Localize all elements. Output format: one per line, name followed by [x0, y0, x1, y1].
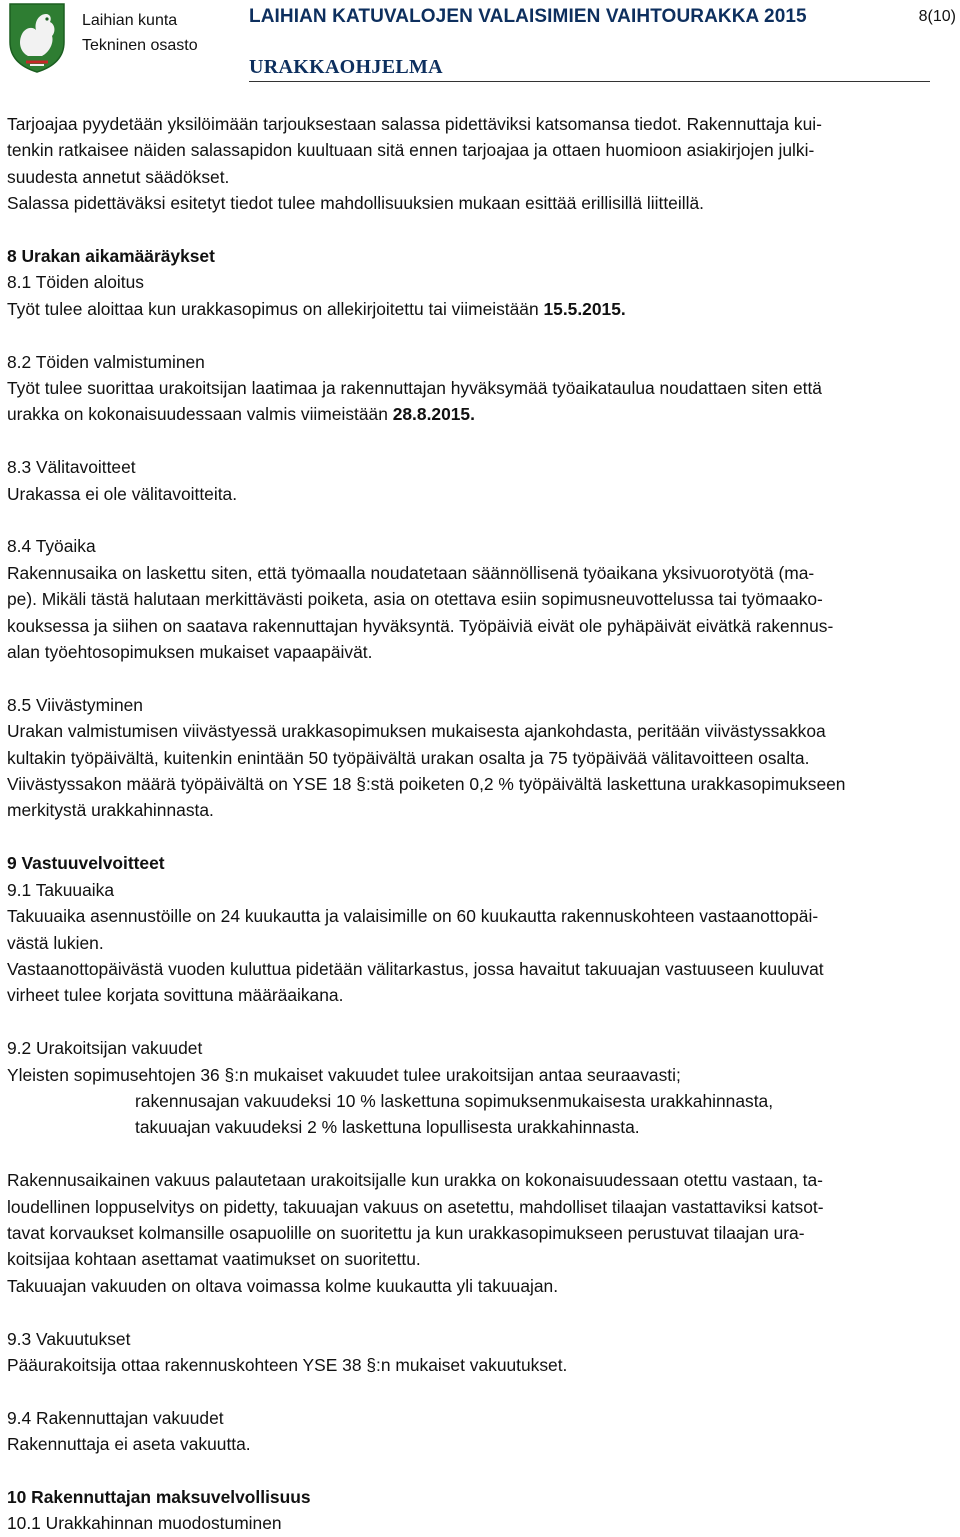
document-subtitle: URAKKAOHJELMA [249, 56, 443, 78]
text-line: Rakennuttaja ei aseta vakuutta. [7, 1434, 251, 1455]
text-line: Salassa pidettäväksi esitetyt tiedot tulee mahdollisuuksien mukaan esittää erillisillä liitteillä. [7, 193, 704, 214]
section-heading: 9 Vastuuvelvoitteet [7, 853, 165, 874]
org-name: Laihian kunta [82, 12, 178, 29]
text-line: Vastaanottopäivästä vuoden kuluttua pidetään välitarkastus, jossa havaitut takuuajan vastuuseen kuuluvat [7, 958, 824, 979]
text-line: Takuuajan vakuuden on oltava voimassa kolme kuukautta yli takuuajan. [7, 1275, 559, 1296]
organization [82, 8, 198, 58]
text-line: tavat korvaukset kolmansille osapuolille on suoritettu ja kun urakkasopimukseen perustuvat tilaajan ura- [7, 1222, 805, 1243]
text-line: kultakin työpäivältä, kuitenkin enintään 50 työpäivältä urakan osalta ja 75 työpäivää välitavoitteen osalta. [7, 747, 810, 768]
page-number: 8(10) [918, 8, 956, 25]
text-line: Urakan valmistumisen viivästyessä urakkasopimuksen mukaisesta ajankohdasta, peritään viivästyssakkoa [7, 721, 826, 742]
text-line: Takuuaika asennustöille on 24 kuukautta ja valaisimille on 60 kuukautta rakennuskohteen vastaanottopäi- [7, 906, 819, 927]
text-line: suudesta annetut säädökset. [7, 166, 230, 187]
text-line: virheet tulee korjata sovittuna määräaikana. [7, 985, 344, 1006]
text-line: Rakennusaikainen vakuus palautetaan urakoitsijalle kun urakka on kokonaisuudessaan otettu vastaan, ta- [7, 1170, 823, 1191]
text-line: koitsijaa kohtaan asettamat vaatimukset on suoritettu. [7, 1249, 421, 1270]
list-item: rakennusajan vakuudeksi 10 % laskettuna sopimuksenmukaisesta urakkahinnasta, [135, 1090, 774, 1111]
subsection-heading: 8.5 Viivästyminen [7, 694, 143, 715]
page-header [0, 0, 960, 84]
text-line: urakka on kokonaisuudessaan valmis viimeistään 28.8.2015. [7, 404, 475, 425]
text-line: Rakennusaika on laskettu siten, että työmaalla noudatetaan säännöllisenä työaikana yksivuorotyötä (ma- [7, 562, 815, 583]
subsection-heading: 8.2 Töiden valmistuminen [7, 351, 205, 372]
subsection-heading: 9.4 Rakennuttajan vakuudet [7, 1407, 224, 1428]
subsection-heading: 9.1 Takuuaika [7, 879, 115, 900]
text-line: Yleisten sopimusehtojen 36 §:n mukaiset vakuudet tulee urakoitsijan antaa seuraavasti; [7, 1064, 681, 1085]
text-line: Työt tulee suorittaa urakoitsijan laatimaa ja rakennuttajan hyväksymää työaikataulua noudattaen siten että [7, 378, 822, 399]
text-line: merkitystä urakkahinnasta. [7, 800, 214, 821]
text-line: tenkin ratkaisee näiden salassapidon kuultuaan sitä ennen tarjoajaa ja ottaen huomioon asiakirjojen julki- [7, 140, 815, 161]
squirrel-crest-icon [6, 2, 68, 74]
subsection-heading: 8.1 Töiden aloitus [7, 272, 144, 293]
text-line: alan työehtosopimuksen mukaiset vapaapäivät. [7, 642, 373, 663]
document-body [7, 111, 957, 1537]
section-heading: 10 Rakennuttajan maksuvelvollisuus [7, 1486, 311, 1507]
text-line: västä lukien. [7, 932, 104, 953]
text-line: loudellinen loppuselvitys on pidetty, takuuajan vakuus on asetettu, mahdolliset tilaajan vastattaviksi katsot- [7, 1196, 824, 1217]
completion-date: 28.8.2015. [392, 404, 475, 425]
text-line: Viivästyssakon määrä työpäivältä on YSE 18 §:stä poiketen 0,2 % työpäivältä laskettuna urakkasopimukseen [7, 774, 846, 795]
text-line: Työt tulee aloittaa kun urakkasopimus on allekirjoitettu tai viimeistään 15.5.2015. [7, 298, 626, 319]
text-line: pe). Mikäli tästä halutaan merkittävästi poiketa, asia on otettava esiin sopimusneuvottelussa tai työmaako- [7, 589, 823, 610]
text-line: Pääurakoitsija ottaa rakennuskohteen YSE 38 §:n mukaiset vakuutukset. [7, 1354, 568, 1375]
start-date: 15.5.2015. [543, 298, 626, 319]
header-rule [249, 81, 930, 82]
document-title: LAIHIAN KATUVALOJEN VALAISIMIEN VAIHTOURAKKA 2015 [249, 6, 807, 27]
subsection-heading: 10.1 Urakkahinnan muodostuminen [7, 1513, 282, 1534]
subsection-heading: 9.2 Urakoitsijan vakuudet [7, 1038, 203, 1059]
text-line: kouksessa ja siihen on saatava rakennuttajan hyväksyntä. Työpäiviä eivät ole pyhäpäivät eivätkä rakennus- [7, 615, 834, 636]
section-heading: 8 Urakan aikamääräykset [7, 246, 215, 267]
text-line: Tarjoajaa pyydetään yksilöimään tarjouksestaan salassa pidettäviksi katsomansa tiedot. Rakennuttaja kui- [7, 114, 822, 134]
text-line: Urakassa ei ole välitavoitteita. [7, 483, 238, 504]
subsection-heading: 9.3 Vakuutukset [7, 1328, 131, 1349]
list-item: takuuajan vakuudeksi 2 % laskettuna lopullisesta urakkahinnasta. [135, 1117, 640, 1138]
subsection-heading: 8.3 Välitavoitteet [7, 457, 136, 478]
org-department: Tekninen osasto [82, 37, 198, 54]
subsection-heading: 8.4 Työaika [7, 536, 96, 557]
